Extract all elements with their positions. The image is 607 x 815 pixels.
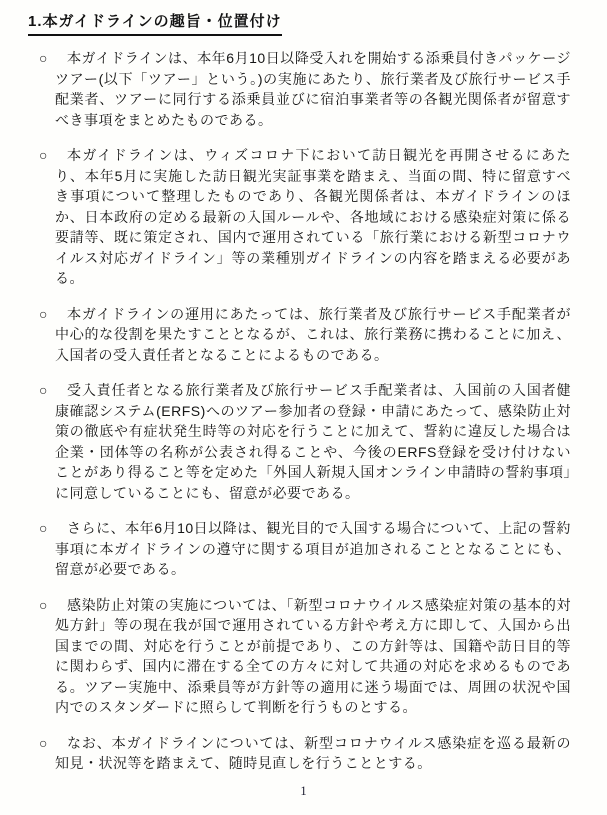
bullet-paragraph-7 [0,733,571,774]
bullet-marker: ○ [39,305,48,322]
page-title [0,0,607,36]
bullet-paragraph-2 [0,145,571,289]
paragraph-text: 本ガイドラインの運用にあたっては、旅行業者及び旅行サービス手配業者が中心的な役割を果たすこととなるが、これは、旅行業務に携わることに加え、入国者の受入責任者となることによるものである。 [55,305,571,363]
paragraph-text: 本ガイドラインは、ウィズコロナ下において訪日観光を再開させるにあたり、本年5月に実施した訪日観光実証事業を踏まえ、当面の間、特に留意すべき事項について整理したものであり、各観光関係者は、本ガイドラインのほか、日本政府の定める最新の入国ルールや、各地域における感染症対策に係る要請等、既に策定され、国内で運用されている「旅行業における新型コロナウイルス対応ガイドライン」等の業種別ガイドラインの内容を踏まえる必要がある。 [55,147,571,286]
bullet-marker: ○ [39,734,48,751]
document-body [0,48,607,774]
bullet-paragraph-5 [0,518,571,580]
paragraph-text: 受入責任者となる旅行業者及び旅行サービス手配業者は、入国前の入国者健康確認システム(ERFS)へのツアー参加者の登録・申請にあたって、感染防止対策の徹底や有症状発生時等の対応を行うことに加えて、誓約に違反した場合は企業・団体等の名称が公表され得ることや、今後のERFS登録を受け付けないことがあり得ること等を定めた「外国人新規入国オンライン申請時の誓約事項」に同意していることにも、留意が必要である。 [55,382,571,501]
bullet-paragraph-4 [0,380,571,503]
bullet-marker: ○ [39,50,48,66]
bullet-marker: ○ [39,520,48,536]
bullet-marker: ○ [39,147,48,163]
bullet-paragraph-3 [0,304,571,366]
paragraph-text: なお、本ガイドラインについては、新型コロナウイルス感染症を巡る最新の知見・状況等を踏まえて、随時見直しを行うこととする。 [55,734,571,771]
bullet-marker: ○ [39,382,48,398]
page-title-text: 1.本ガイドラインの趣旨・位置付け [28,11,282,36]
page-number: 1 [300,784,307,798]
bullet-marker: ○ [39,596,48,613]
paragraph-text: さらに、本年6月10日以降は、観光目的で入国する場合について、上記の誓約事項に本ガイドラインの遵守に関する項目が追加されることとなることにも、留意が必要である。 [55,520,571,577]
paragraph-text: 本ガイドラインは、本年6月10日以降受入れを開始する添乗員付きパッケージツアー(以下「ツアー」という。)の実施にあたり、旅行業者及び旅行サービス手配業者、ツアーに同行する添乗員並びに宿泊事業者等の各観光関係者が留意すべき事項をまとめたものである。 [55,50,571,128]
bullet-paragraph-6 [0,595,571,718]
paragraph-text: 感染防止対策の実施については、「新型コロナウイルス感染症対策の基本的対処方針」等の現在我が国で運用されている方針や考え方に即して、入国から出国までの間、対応を行うことが前提であり、この方針等は、国籍や訪日目的等に関わらず、国内に滞在する全ての方々に対して共通の対応を求めるものである。ツアー実施中、添乗員等が方針等の適用に迷う場面では、周囲の状況や国内でのスタンダードに照らして判断を行うものとする。 [55,596,571,715]
bullet-paragraph-1 [0,48,571,130]
